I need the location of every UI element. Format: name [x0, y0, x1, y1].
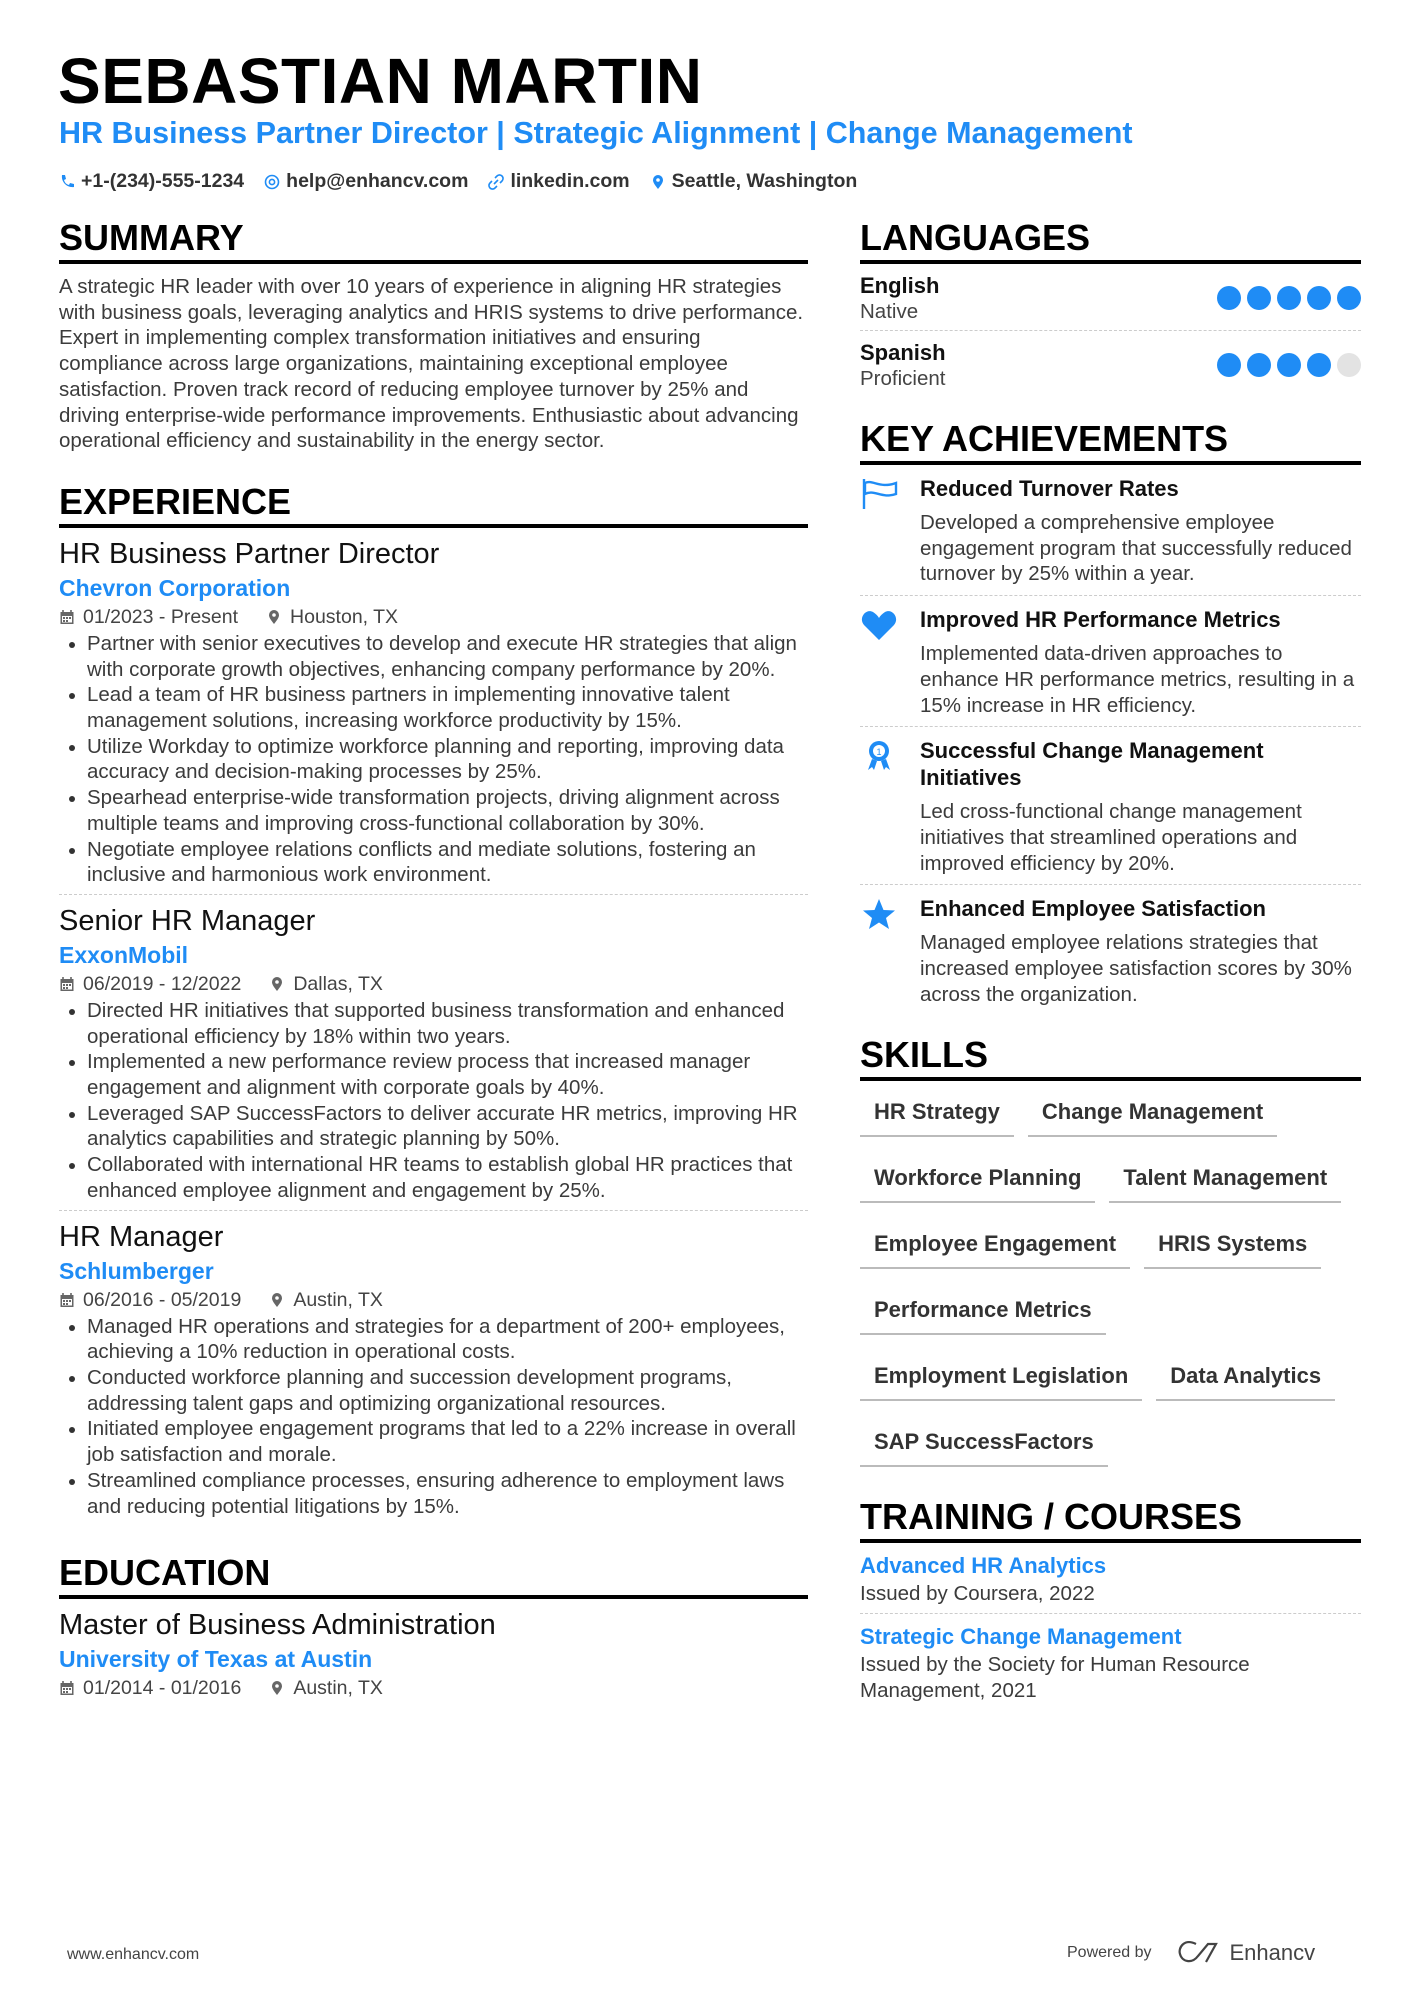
achievement-title: Enhanced Employee Satisfaction — [920, 896, 1266, 922]
achievement-item — [860, 465, 1361, 596]
skills-section — [860, 1035, 1361, 1483]
degree: Master of Business Administration — [59, 1609, 496, 1642]
language-level: Proficient — [860, 367, 946, 390]
skill-list — [860, 1081, 1361, 1483]
section-heading: KEY ACHIEVEMENTS — [860, 419, 1361, 465]
company-name[interactable]: ExxonMobil — [59, 941, 189, 968]
achievement-description: Implemented data-driven approaches to enhance HR performance metrics, resulting in a 15% increase in HR efficiency. — [920, 642, 1355, 717]
footer-website[interactable]: www.enhancv.com — [67, 1946, 200, 1963]
achievement-description: Developed a comprehensive employee engagement program that successfully reduced turnover by 25% within a year. — [920, 511, 1352, 586]
bullet-item: Managed HR operations and strategies for a department of 200+ employees, achieving a 10% reduction in operational costs. — [59, 1314, 808, 1365]
contact-item[interactable] — [264, 170, 468, 193]
location — [269, 1675, 383, 1701]
location — [266, 604, 398, 630]
rating-dot-filled — [1277, 353, 1301, 377]
summary-text: A strategic HR leader with over 10 years of experience in aligning HR strategies with business goals, leveraging analytics and HRIS systems to drive performance. Expert in implementing complex transformation initiatives and ensuring compliance across large organizations, maintaining exceptional employee satisfaction. Proven track record of reducing employee turnover by 25% and driving enterprise-wide performance improvements. Enthusiastic about advancing operational efficiency and sustainability in the energy sector. — [59, 275, 804, 453]
rating-dot-filled — [1307, 353, 1331, 377]
bullet-item: Initiated employee engagement programs that led to a 22% increase in overall job satisfaction and morale. — [59, 1416, 808, 1467]
achievement-icon-wrap — [860, 895, 920, 1007]
achievement-body — [920, 475, 1361, 587]
job-title: Senior HR Manager — [59, 904, 316, 937]
footer-branding — [1067, 1940, 1315, 1966]
link-icon — [488, 174, 504, 190]
section-heading: SKILLS — [860, 1035, 1361, 1081]
rating-dot-empty — [1337, 353, 1361, 377]
achievement-item — [860, 885, 1361, 1015]
achievement-title: Improved HR Performance Metrics — [920, 607, 1281, 633]
skill-tag: HR Strategy — [860, 1087, 1014, 1137]
bullet-item: Collaborated with international HR teams to establish global HR practices that enhanced employee alignment and engagement by 25%. — [59, 1152, 808, 1203]
dates-text: 01/2014 - 01/2016 — [83, 1677, 242, 1700]
course-item — [860, 1543, 1361, 1614]
bullet-item: Leveraged SAP SuccessFactors to deliver accurate HR metrics, improving HR analytics capabilities and strategic planning by 50%. — [59, 1101, 808, 1152]
rating-dot-filled — [1217, 353, 1241, 377]
achievement-body — [920, 606, 1361, 718]
pin-icon — [269, 1680, 285, 1696]
job-entry — [59, 528, 808, 895]
location-text: Dallas, TX — [293, 972, 383, 995]
job-meta — [59, 604, 808, 630]
language-item — [860, 331, 1361, 397]
course-list — [860, 1543, 1361, 1709]
bullet-list — [59, 631, 808, 888]
languages-section — [860, 218, 1361, 397]
job-title: HR Manager — [59, 1220, 224, 1253]
language-level: Native — [860, 300, 919, 323]
dates-text: 06/2019 - 12/2022 — [83, 972, 242, 995]
bullet-item: Streamlined compliance processes, ensuring adherence to employment laws and reducing potential litigations by 15%. — [59, 1468, 808, 1519]
location-text: Austin, TX — [293, 1677, 383, 1700]
company-name[interactable]: Chevron Corporation — [59, 574, 291, 601]
skill-tag: Talent Management — [1109, 1153, 1341, 1203]
dates-text: 01/2023 - Present — [83, 605, 239, 628]
rating-dot-filled — [1307, 286, 1331, 310]
course-title[interactable]: Strategic Change Management — [860, 1624, 1182, 1650]
skill-tag: SAP SuccessFactors — [860, 1417, 1108, 1467]
achievement-body — [920, 895, 1361, 1007]
skill-tag: Change Management — [1028, 1087, 1277, 1137]
education-list — [59, 1599, 808, 1707]
pin-icon — [266, 609, 282, 625]
contact-item[interactable] — [59, 170, 244, 193]
proficiency-rating — [1217, 286, 1361, 310]
enhancv-logo — [1176, 1940, 1316, 1966]
candidate-name: SEBASTIAN MARTIN — [58, 45, 703, 117]
rating-dot-filled — [1337, 286, 1361, 310]
job-meta — [59, 1287, 808, 1313]
job-list — [59, 528, 808, 1525]
enhancv-logo-icon — [1176, 1940, 1222, 1966]
school-name[interactable]: University of Texas at Austin — [59, 1646, 373, 1673]
calendar-icon — [59, 609, 75, 625]
at-icon — [264, 174, 280, 190]
bullet-item: Spearhead enterprise-wide transformation projects, driving alignment across multiple teams and improving cross-functional collaboration by 30%. — [59, 785, 808, 836]
bullet-item: Negotiate employee relations conflicts and mediate solutions, fostering an inclusive and harmonious work environment. — [59, 837, 808, 888]
contact-item[interactable] — [488, 170, 629, 193]
pin-icon — [269, 976, 285, 992]
achievement-description: Led cross-functional change management initiatives that streamlined operations and improved efficiency by 20%. — [920, 800, 1302, 875]
achievement-body — [920, 737, 1361, 876]
job-meta — [59, 1675, 808, 1701]
location-icon — [650, 174, 666, 190]
section-heading: EXPERIENCE — [59, 482, 808, 528]
date-range — [59, 1287, 241, 1313]
section-heading: SUMMARY — [59, 218, 808, 264]
experience-section — [59, 482, 808, 1525]
left-column — [59, 218, 808, 1707]
skill-tag: Employment Legislation — [860, 1351, 1142, 1401]
section-heading: TRAINING / COURSES — [860, 1497, 1361, 1543]
date-range — [59, 1675, 241, 1701]
contact-text: +1-(234)-555-1234 — [81, 170, 245, 192]
achievements-section — [860, 419, 1361, 1015]
location-text: Houston, TX — [290, 605, 399, 628]
achievement-icon-wrap — [860, 606, 920, 718]
headline: HR Business Partner Director | Strategic Alignment | Change Management — [59, 116, 1133, 150]
bullet-item: Partner with senior executives to develop and execute HR strategies that align with corporate growth objectives, enhancing company performance by 20%. — [59, 631, 808, 682]
bullet-item: Lead a team of HR business partners in implementing innovative talent management solutions, increasing workforce productivity by 15%. — [59, 682, 808, 733]
summary-section — [59, 218, 808, 454]
phone-icon — [59, 174, 75, 190]
rating-dot-filled — [1247, 353, 1271, 377]
bullet-item: Utilize Workday to optimize workforce planning and reporting, improving data accuracy and decision-making processes by 25%. — [59, 734, 808, 785]
skill-tag: HRIS Systems — [1144, 1219, 1321, 1269]
skill-tag: Data Analytics — [1156, 1351, 1335, 1401]
proficiency-rating — [1217, 353, 1361, 377]
bullet-item: Implemented a new performance review process that increased manager engagement and alignment with corporate goals by 40%. — [59, 1049, 808, 1100]
job-entry — [59, 1211, 808, 1526]
section-heading: EDUCATION — [59, 1553, 808, 1599]
achievement-item — [860, 727, 1361, 885]
achievement-title: Successful Change Management Initiatives — [920, 738, 1264, 791]
section-heading: LANGUAGES — [860, 218, 1361, 264]
contact-text: Seattle, Washington — [671, 170, 858, 192]
job-entry — [59, 895, 808, 1211]
course-issuer: Issued by Coursera, 2022 — [860, 1582, 1095, 1606]
rating-dot-filled — [1247, 286, 1271, 310]
brand-name: Enhancv — [1229, 1940, 1316, 1965]
rating-dot-filled — [1217, 286, 1241, 310]
course-issuer: Issued by the Society for Human Resource Management, 2021 — [860, 1653, 1250, 1702]
star-icon — [860, 897, 898, 931]
calendar-icon — [59, 1292, 75, 1308]
language-info — [860, 272, 939, 324]
svg-text:1: 1 — [876, 747, 882, 758]
date-range — [59, 971, 241, 997]
bullet-item: Directed HR initiatives that supported business transformation and enhanced operational efficiency by 18% within two years. — [59, 998, 808, 1049]
language-name: Spanish — [860, 340, 946, 365]
course-title[interactable]: Advanced HR Analytics — [860, 1553, 1107, 1579]
skill-tag: Performance Metrics — [860, 1285, 1106, 1335]
date-range — [59, 604, 238, 630]
powered-by-label: Powered by — [1067, 1944, 1152, 1961]
course-item — [860, 1614, 1361, 1709]
language-name: English — [860, 273, 940, 298]
achievement-description: Managed employee relations strategies that increased employee satisfaction scores by 30% across the organization. — [920, 931, 1352, 1006]
training-section — [860, 1497, 1361, 1709]
achievement-item — [860, 596, 1361, 727]
calendar-icon — [59, 1680, 75, 1696]
skill-tag: Employee Engagement — [860, 1219, 1130, 1269]
location-text: Austin, TX — [293, 1288, 383, 1311]
bullet-list — [59, 1314, 808, 1520]
rating-dot-filled — [1277, 286, 1301, 310]
education-section — [59, 1553, 808, 1707]
heart-icon — [860, 608, 898, 642]
right-column — [860, 218, 1361, 1710]
contact-item[interactable] — [650, 170, 858, 193]
location — [269, 1287, 383, 1313]
flag-icon — [860, 477, 898, 511]
achievement-icon-wrap — [860, 737, 920, 876]
company-name[interactable]: Schlumberger — [59, 1257, 214, 1284]
achievement-list — [860, 465, 1361, 1015]
job-meta — [59, 971, 808, 997]
language-info — [860, 339, 946, 391]
contact-text: linkedin.com — [510, 170, 630, 192]
pin-icon — [269, 1292, 285, 1308]
contact-text: help@enhancv.com — [286, 170, 469, 192]
job-title: HR Business Partner Director — [59, 537, 440, 570]
achievement-title: Reduced Turnover Rates — [920, 476, 1179, 501]
dates-text: 06/2016 - 05/2019 — [83, 1288, 242, 1311]
contact-bar — [59, 170, 857, 193]
skill-tag: Workforce Planning — [860, 1153, 1095, 1203]
language-list — [860, 264, 1361, 397]
calendar-icon — [59, 976, 75, 992]
language-item — [860, 264, 1361, 331]
education-entry — [59, 1599, 808, 1707]
achievement-icon-wrap — [860, 475, 920, 587]
award-icon — [860, 739, 898, 773]
location — [269, 971, 383, 997]
bullet-list — [59, 998, 808, 1204]
bullet-item: Conducted workforce planning and succession development programs, addressing talent gaps and optimizing organizational resources. — [59, 1365, 808, 1416]
